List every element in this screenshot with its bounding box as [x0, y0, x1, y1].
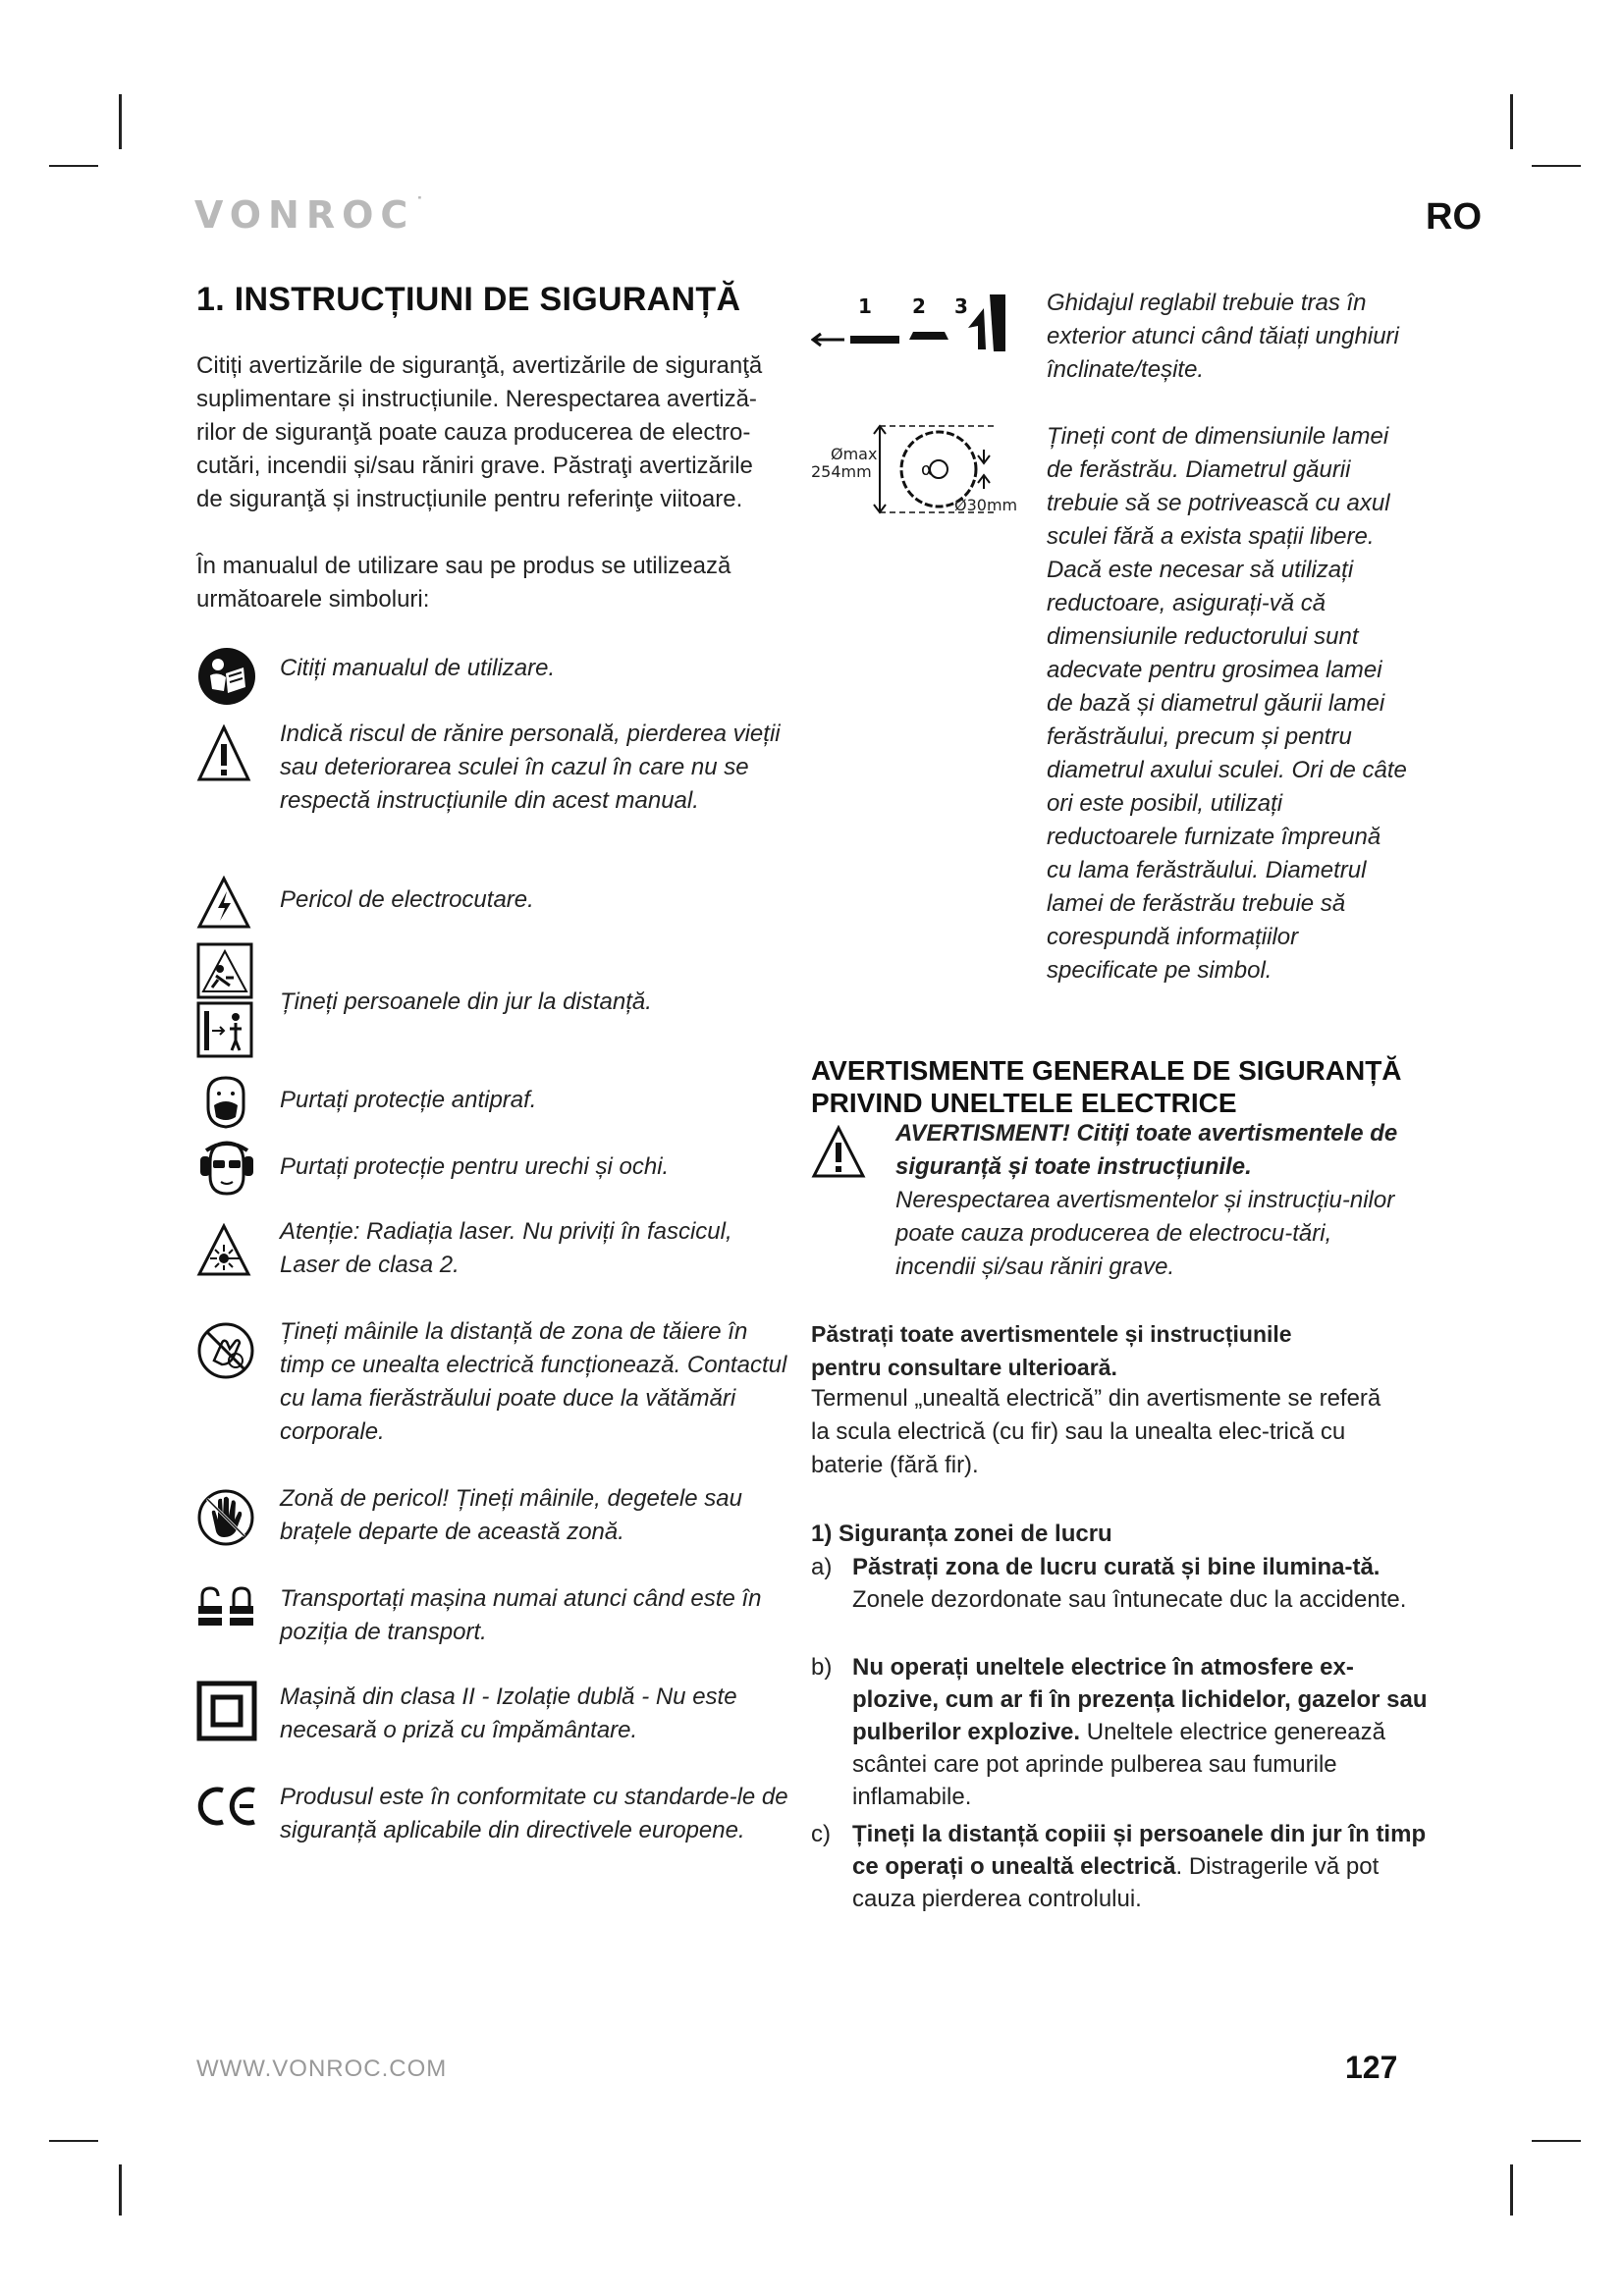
- blade-label-alpha: α: [921, 459, 933, 480]
- warning-triangle-icon: [811, 1125, 866, 1180]
- section-title: 1. INSTRUCȚIUNI DE SIGURANȚĂ: [196, 281, 741, 318]
- symbol-text: Zonă de pericol! Țineți mâinile, degetele sau brațele departe de această zonă.: [280, 1485, 742, 1545]
- crop-mark: [1532, 165, 1581, 167]
- warning-triangle-icon: [196, 724, 251, 783]
- class-ii-double-insulation-icon: [196, 1681, 257, 1741]
- list-item: [811, 1651, 1428, 1818]
- warning-text: Nerespectarea avertismentelor și instrucțiu-nilor poate cauza producerea de electrocu-tări, incendii și/sau răniri grave.: [895, 1187, 1395, 1280]
- crop-mark: [49, 165, 98, 167]
- language-code: RO: [1426, 196, 1482, 238]
- dust-mask-icon: [196, 1072, 255, 1131]
- work-area-title: 1) Siguranța zonei de lucru: [811, 1521, 1112, 1547]
- laser-warning-icon: [196, 1223, 251, 1278]
- list-item-bold: Păstrați zona de lucru curată și bine ilumina-tă.: [852, 1554, 1380, 1580]
- crop-mark: [1532, 2140, 1581, 2142]
- blade-text: Țineți cont de dimensiunile lamei de ferăstrău. Diametrul găurii trebuie să se potrivească cu axul sculei fără a exista spații libere. Dacă este necesar să utilizați reductoare, asigurați-vă că dimensiunile reductorului sunt adecvate pentru grosimea lamei de bază și diametrul găurii lamei ferăstrăului, precum și pentru diametrul axului sculei. Ori de câte ori este posibil, utilizați reductoarele furnizate împreună cu lama ferăstrăului. Diametrul lamei de ferăstrău trebuie să corespundă informațiilor specificate pe simbol.: [1047, 423, 1407, 984]
- danger-zone-hand-icon: [196, 1488, 255, 1547]
- crop-mark: [49, 2140, 98, 2142]
- list-item: [811, 1551, 1420, 1649]
- ear-eye-protection-icon: [196, 1137, 257, 1198]
- symbols-intro: În manualul de utilizare sau pe produs se utilizează următoarele simboluri:: [196, 553, 731, 613]
- symbol-text: Transportați mașina numai atunci când este în poziția de transport.: [280, 1585, 762, 1645]
- adjustable-guide-icon: [811, 289, 1021, 357]
- brand-logo: VONROC˙: [194, 193, 432, 237]
- warning-bold-text: AVERTISMENT! Citiți toate avertismentele de siguranță și toate instrucțiunile.: [895, 1120, 1398, 1180]
- list-marker: b): [811, 1654, 833, 1681]
- list-item-text: Uneltele electrice generează scântei care pot aprinde pulberea sau fumurile inflamabile.: [852, 1719, 1385, 1810]
- list-item: [811, 1818, 1427, 1916]
- transport-lock-icon: [196, 1584, 257, 1628]
- guide-step-number: 3: [954, 294, 968, 318]
- symbol-text: Mașină din clasa II - Izolație dublă - Nu este necesară o priză cu împământare.: [280, 1683, 737, 1743]
- guide-step-number: 2: [912, 294, 926, 318]
- symbol-text: Atenție: Radiația laser. Nu priviți în fascicul, Laser de clasa 2.: [280, 1218, 732, 1278]
- symbol-text: Pericol de electrocutare.: [280, 886, 534, 913]
- list-marker: c): [811, 1821, 831, 1847]
- symbol-text: Citiți manualul de utilizare.: [280, 655, 556, 681]
- list-item-text: . Distragerile vă pot cauza pierderea controlului.: [852, 1853, 1380, 1912]
- guide-step-number: 1: [858, 294, 872, 318]
- symbol-text: Țineți mâinile la distanță de zona de tăiere în timp ce unealta electrică funcționează. Contactul cu lama fierăstrăului poate duce la vătămări corporale.: [280, 1318, 787, 1445]
- keep-hands-away-icon: [196, 1321, 255, 1380]
- general-warnings-title: AVERTISMENTE GENERALE DE SIGURANȚĂ PRIVIND UNELTELE ELECTRICE: [811, 1055, 1402, 1118]
- keep-instructions-text: Termenul „unealtă electrică” din avertismente se referă la scula electrică (cu fir) sau la unealta elec-trică cu baterie (fără fir).: [811, 1385, 1381, 1478]
- blade-dimension-icon: [811, 420, 1027, 528]
- ce-mark-icon: [196, 1785, 259, 1828]
- crop-mark: [1510, 2164, 1513, 2216]
- list-item-bold: Nu operați uneltele electrice în atmosfere ex-plozive, cum ar fi în prezența lichidelor, gazelor sau pulberilor explozive.: [852, 1654, 1428, 1745]
- intro-paragraph: Citiți avertizările de siguranţă, avertizările de siguranţă suplimentare și instrucțiunile. Nerespectarea avertiză-rilor de siguranţă poate cauza producerea de electro-cutări, incendii și/sau răniri grave. Păstraţi avertizările de siguranţă și instrucțiunile pentru referinţe viitoare.: [196, 352, 763, 512]
- symbol-text: Indică riscul de rănire personală, pierderea vieții sau deteriorarea sculei în cazul în care nu se respectă instrucțiunile din acest manual.: [280, 721, 781, 814]
- symbol-text: Purtați protecție antipraf.: [280, 1087, 537, 1113]
- symbol-text: Țineți persoanele din jur la distanță.: [280, 988, 652, 1015]
- list-item-bold: Țineți la distanță copiii și persoanele din jur în timp ce operați o unealtă electrică: [852, 1821, 1427, 1880]
- blade-label-bore: Ø30mm: [954, 496, 1018, 514]
- guide-text: Ghidajul reglabil trebuie tras în exterior atunci când tăiați unghiuri înclinate/teșite.: [1047, 290, 1399, 383]
- list-item-text: Zonele dezordonate sau întunecate duc la accidente.: [852, 1586, 1407, 1613]
- electric-shock-icon: [196, 876, 251, 931]
- symbol-text: Purtați protecție pentru urechi și ochi.: [280, 1153, 670, 1180]
- crop-mark: [1510, 94, 1513, 149]
- footer-url[interactable]: WWW.VONROC.COM: [196, 2056, 448, 2082]
- blade-label-max: Ømax.: [831, 445, 883, 463]
- crop-mark: [119, 2164, 122, 2216]
- symbol-text: Produsul este în conformitate cu standarde-le de siguranță aplicabile din directivele europene.: [280, 1784, 788, 1843]
- read-manual-icon: [196, 646, 257, 707]
- keep-instructions-bold: Păstrați toate avertismentele și instrucțiunile pentru consultare ulterioară.: [811, 1321, 1292, 1380]
- bystanders-icon: [196, 942, 253, 1060]
- list-marker: a): [811, 1554, 833, 1580]
- page-number: 127: [1345, 2050, 1398, 2085]
- crop-mark: [119, 94, 122, 149]
- blade-label-254: 254mm: [811, 462, 872, 481]
